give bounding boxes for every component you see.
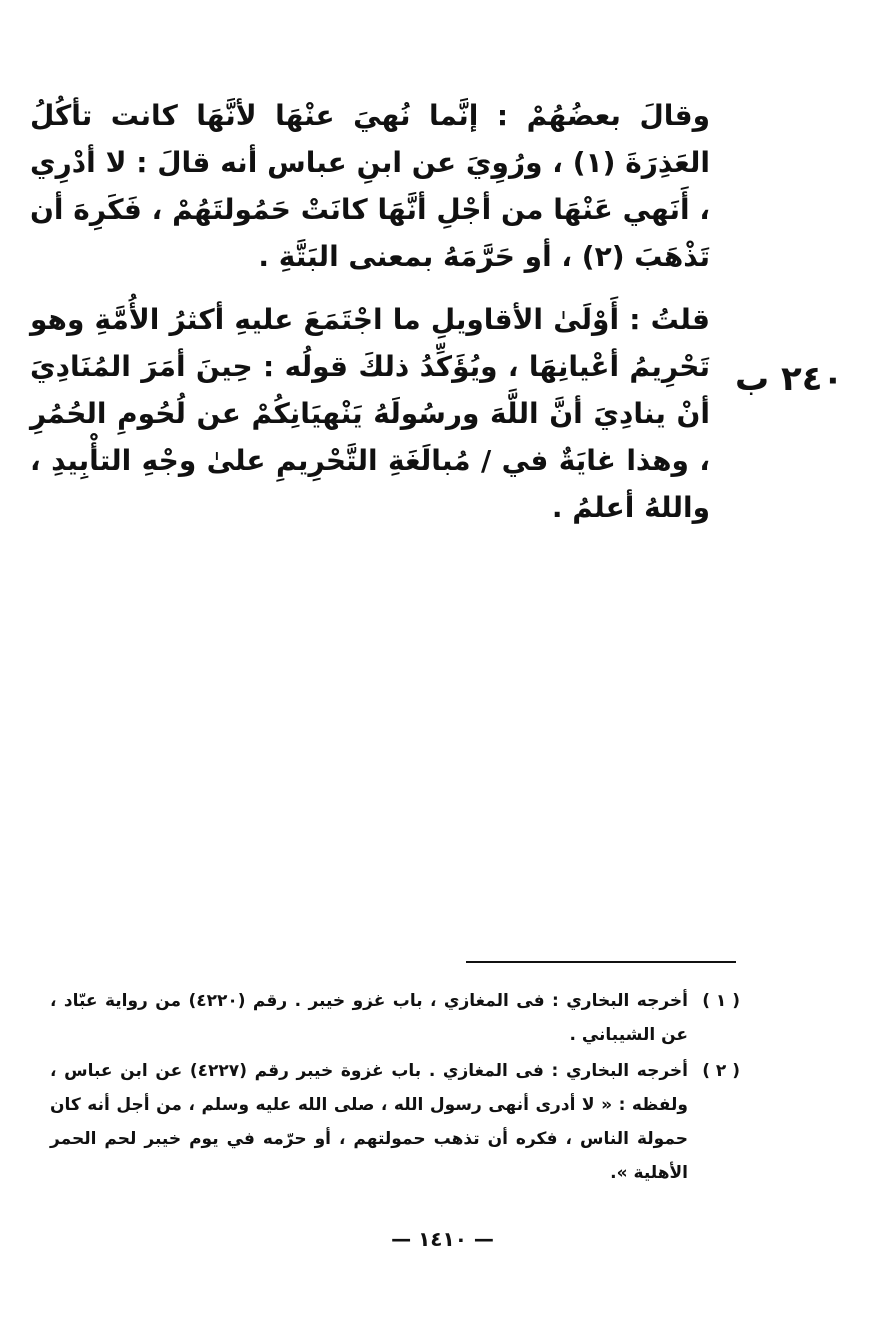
footnote	[50, 1054, 740, 1190]
main-text	[30, 92, 710, 531]
footnote	[50, 984, 740, 1052]
footnote-number: ( ٢ )	[702, 1061, 740, 1081]
footnote-text: أخرجه البخاري : فى المغازي . باب غزوة خيبر رقم (٤٢٢٧) عن ابن عباس ، ولفظه : « لا أدرى أنهى رسول الله ، صلى الله عليه وسلم ، من أجل أنه كان حمولة الناس ، فكره أن تذهب حمولتهم ، أو حرّمه في يوم خيبر لحم الحمر الأهلية ».	[50, 1061, 689, 1183]
paragraph: قلتُ : أَوْلَىٰ الأقاويلِ ما اجْتَمَعَ عليهِ أكثرُ الأُمَّةِ وهو تَحْرِيمُ أعْيانِهَا ، ويُؤَكِّدُ ذلكَ قولُه : حِينَ أمَرَ المُنَادِيَ أنْ ينادِيَ أنَّ اللَّهَ ورسُولَهُ يَنْهيَانِكُمْ عن لُحُومِ الحُمُرِ ، وهذا غايَةٌ في / مُبالَغَةِ التَّحْرِيمِ علىٰ وجْهِ التأْبِيدِ ، واللهُ أعلمُ .	[30, 303, 710, 524]
footnote-text: أخرجه البخاري : فى المغازي ، باب غزو خيبر . رقم (٤٢٢٠) من رواية عبّاد ، عن الشيباني .	[50, 991, 688, 1045]
manuscript-folio-marker: ٢٤٠ ب	[735, 359, 844, 399]
footnote-number: ( ١ )	[702, 991, 740, 1011]
footnotes	[50, 984, 740, 1192]
page-number: — ١٤١٠ —	[391, 1227, 494, 1251]
footnote-divider	[466, 961, 736, 963]
paragraph: وقالَ بعضُهُمْ : إنَّما نُهيَ عنْهَا لأنَّهَا كانت تأكُلُ العَذِرَةَ (١) ، ورُوِيَ عن ابنِ عباس أنه قالَ : لا أدْرِي ، أَنَهي عَنْهَا من أجْلِ أنَّهَا كانَتْ حَمُولتَهُمْ ، فَكَرِهَ أن تَذْهَبَ (٢) ، أو حَرَّمَهُ بمعنى البَتَّةِ .	[30, 99, 710, 273]
